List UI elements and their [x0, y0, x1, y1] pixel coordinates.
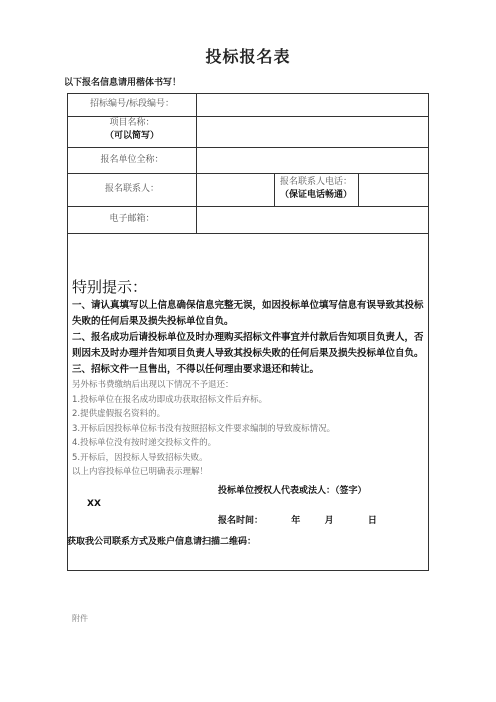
- year-label: 年: [291, 516, 301, 526]
- contact-phone-hint: （保证电话畅通）: [279, 190, 352, 200]
- company-name-label: 报名单位全称：: [100, 155, 164, 165]
- contact-label: 报名联系人：: [104, 184, 159, 194]
- contact-phone-label: 报名联系人电话：: [279, 177, 352, 187]
- attachment-label: 附件: [72, 614, 88, 623]
- bid-number-label: 招标编号/标段编号：: [89, 99, 175, 109]
- project-name-label: 项目名称：: [109, 118, 155, 128]
- contact-field[interactable]: [197, 174, 274, 206]
- notice-item-1: 一、请认真填写以上信息确保信息完整无误，如因投标单位填写信息有误导致其投标失败的任何后果及损失投标单位自负。: [72, 300, 424, 327]
- registration-form: [67, 93, 429, 571]
- refund-item-2: 2.提供虚假报名资料的。: [72, 409, 166, 419]
- project-name-field[interactable]: [197, 117, 428, 147]
- refund-intro: 另外标书费缴纳后出现以下情况不予退还：: [72, 380, 234, 390]
- month-label: 月: [324, 516, 334, 526]
- project-name-cell: [68, 117, 196, 143]
- bid-number-field[interactable]: [197, 94, 428, 116]
- contact-phone-field[interactable]: [359, 174, 428, 206]
- day-label: 日: [367, 516, 377, 526]
- company-name-field[interactable]: [197, 148, 428, 173]
- refund-item-5: 5.开标后，因投标人导致招标失败。: [72, 452, 208, 463]
- contact-phone-cell: [274, 176, 358, 202]
- notice-heading: 特别提示：: [72, 278, 148, 296]
- refund-item-1: 1.投标单位在报名成功即成功获取招标文件后弃标。: [72, 394, 268, 405]
- registration-date-row: [218, 513, 377, 526]
- signature-xx: XX: [87, 499, 101, 509]
- project-name-hint: （可以简写）: [104, 131, 159, 141]
- refund-item-3: 3.开标后因投标单位标书没有按照招标文件要求编制的导致废标情况。: [72, 423, 336, 434]
- row-divider: [68, 233, 428, 234]
- page-title: 投标报名表: [205, 47, 291, 66]
- qr-instruction: 获取我公司联系方式及账户信息请扫描二维码：: [67, 537, 257, 547]
- date-label: 报名时间：: [218, 516, 264, 526]
- refund-item-4: 4.投标单位没有按时递交投标文件的。: [72, 438, 217, 448]
- notice-item-2: 二、报名成功后请投标单位及时办理购买招标文件事宜并付款后告知项目负责人，否则因未及时办理并告知项目负责人导致其投标失败的任何后果及损失投标单位自负。: [72, 332, 424, 359]
- email-label: 电子邮箱：: [109, 214, 155, 224]
- representative-signature: 投标单位授权人代表或法人：（签字）: [218, 486, 367, 496]
- refund-outro: 以上内容投标单位已明确表示理解！: [72, 467, 209, 477]
- notice-body: [72, 298, 426, 480]
- email-field[interactable]: [197, 207, 428, 233]
- notice-item-3: 三、招标文件一旦售出，不得以任何理由要求退还和转让。: [72, 364, 320, 375]
- instruction-text: 以下报名信息请用楷体书写！: [64, 78, 182, 88]
